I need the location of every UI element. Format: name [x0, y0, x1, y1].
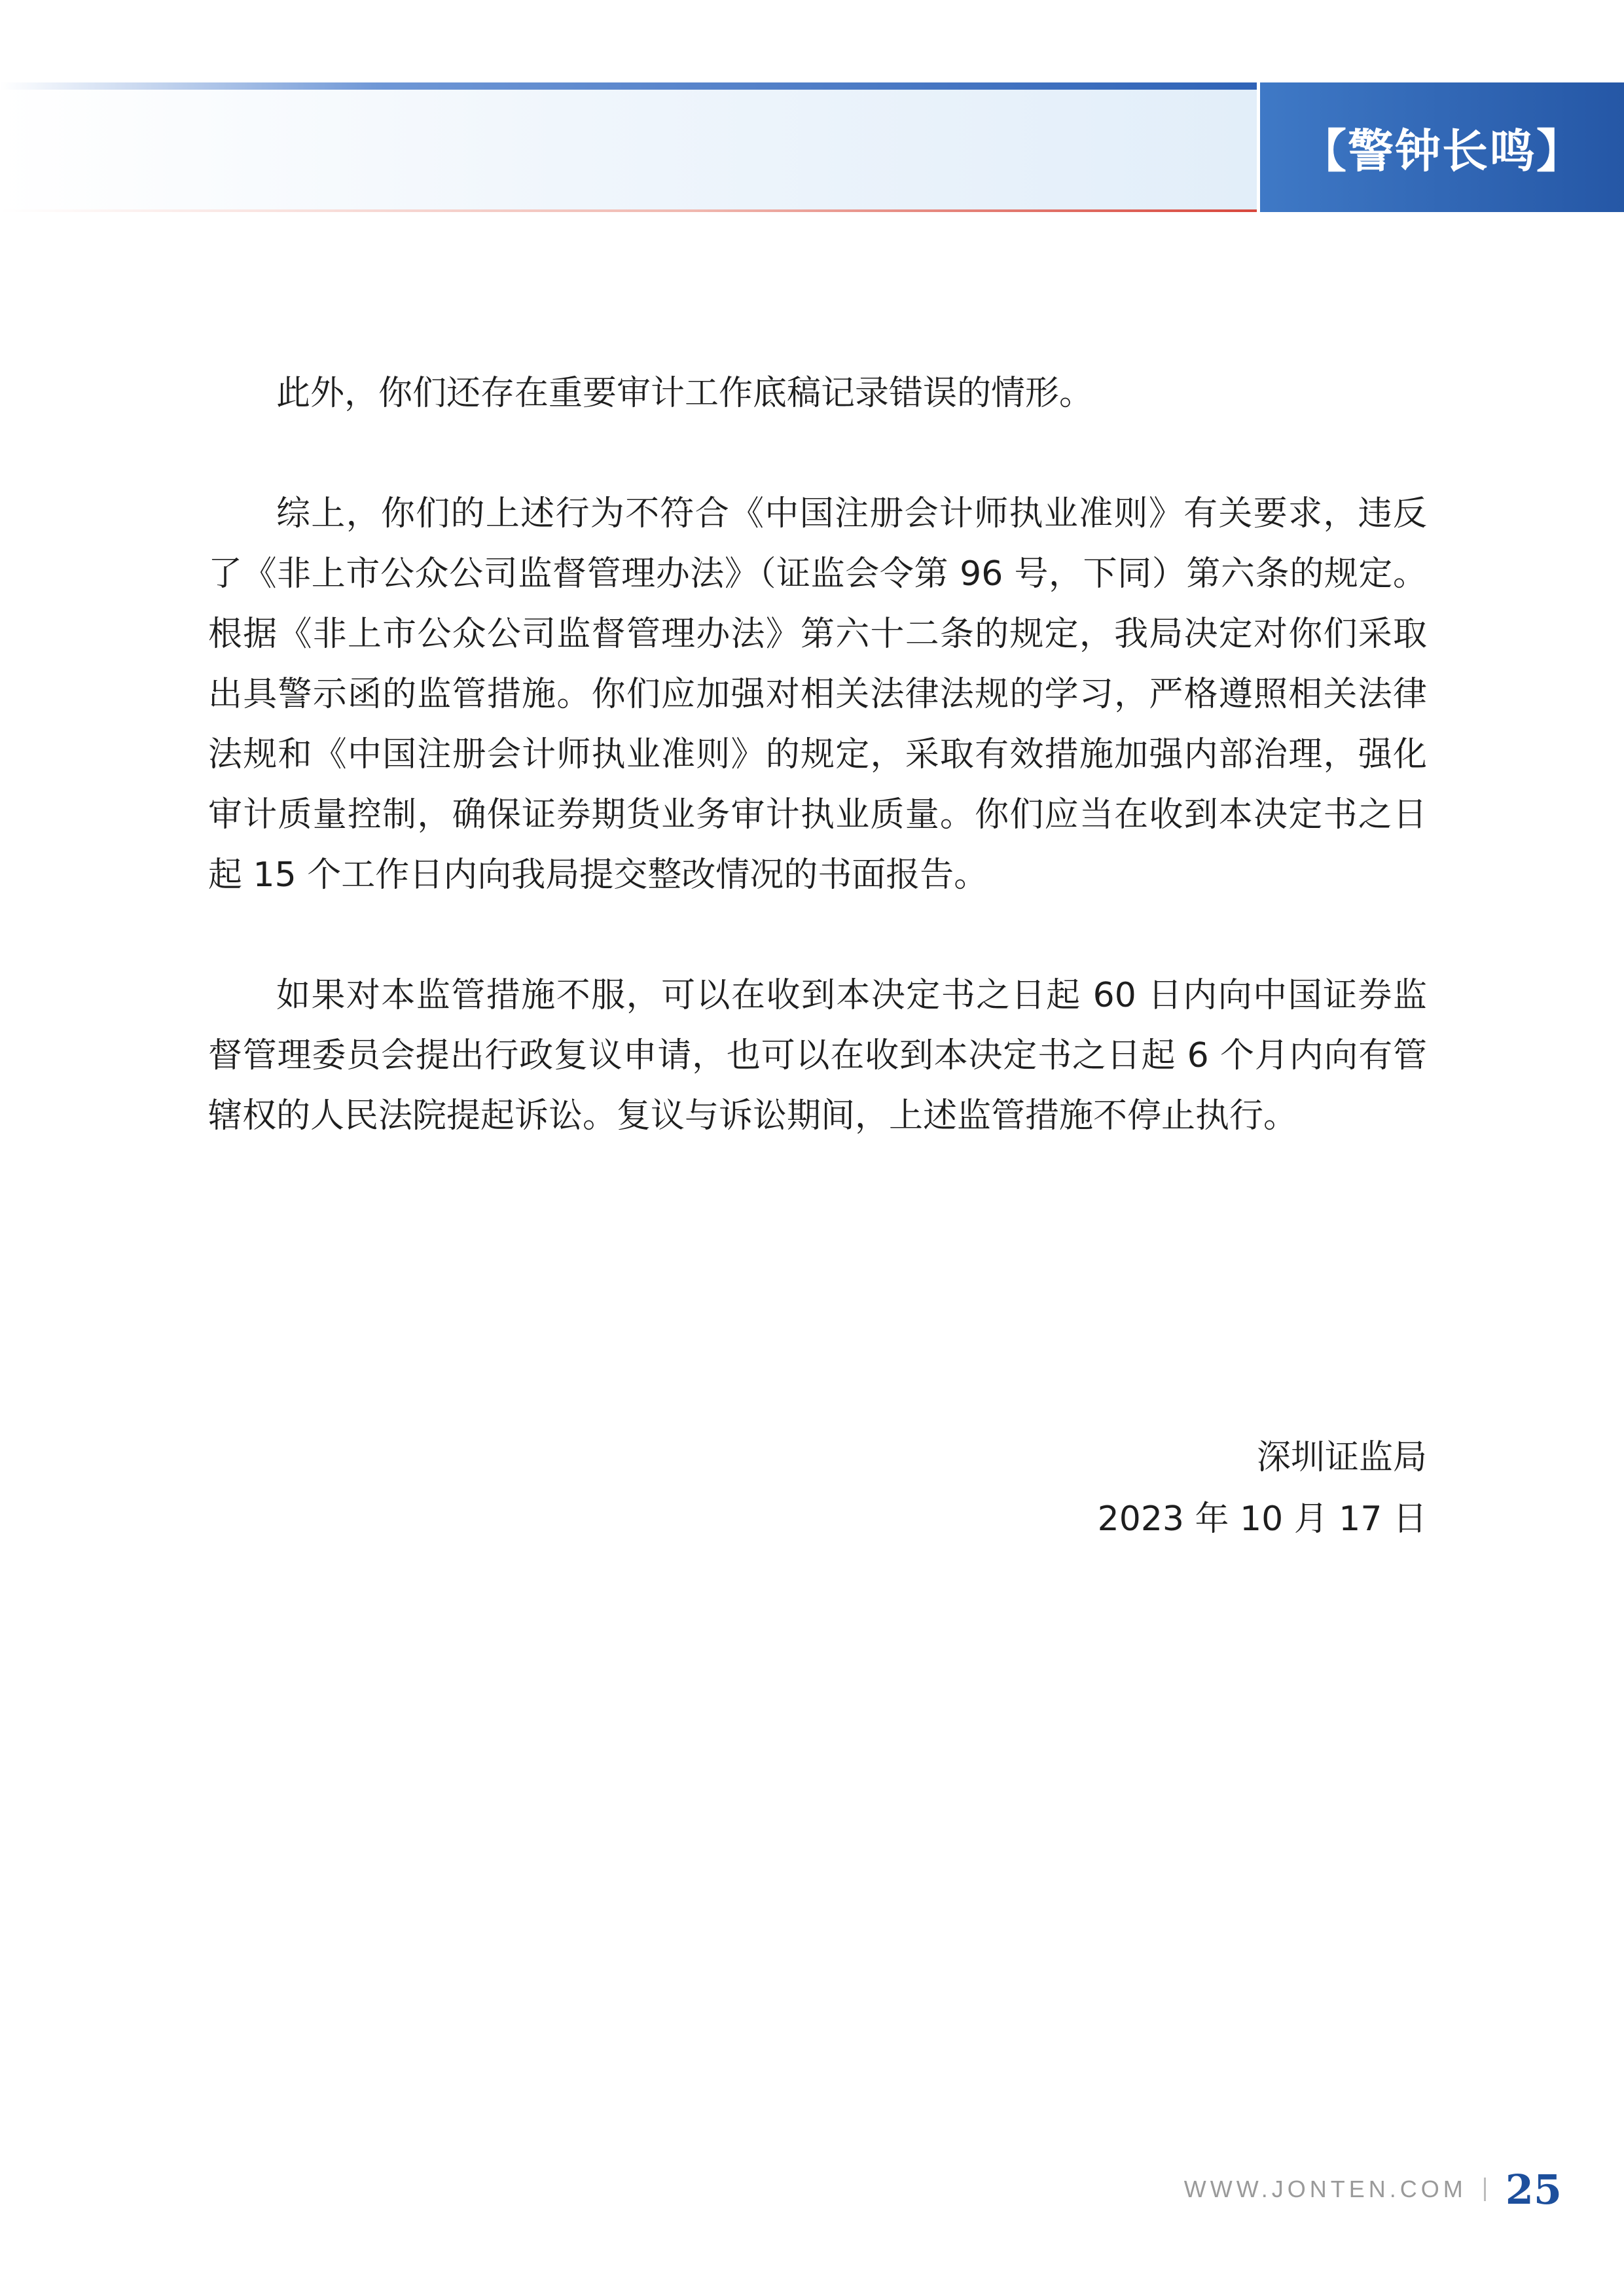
section-tag — [1260, 82, 1624, 212]
header-band — [0, 90, 1257, 209]
paragraph-3: 如果对本监管措施不服，可以在收到本决定书之日起 60 日内向中国证券监督管理委员会提出行政复议申请，也可以在收到本决定书之日起 6 个月内向有管辖权的人民法院提起诉讼。复议与诉讼期间，上述监管措施不停止执行。 — [208, 976, 1427, 1136]
document-body — [208, 363, 1427, 1206]
paragraph-2: 综上，你们的上述行为不符合《中国注册会计师执业准则》有关要求，违反了《非上市公众公司监督管理办法》（证监会令第 96 号，下同）第六条的规定。根据《非上市公众公司监督管理办法》第六十二条的规定，我局决定对你们采取出具警示函的监管措施。你们应加强对相关法律法规的学习，严格遵照相关法律法规和《中国注册会计师执业准则》的规定，采取有效措施加强内部治理，强化审计质量控制，确保证券期货业务审计执业质量。你们应当在收到本决定书之日起 15 个工作日内向我局提交整改情况的书面报告。 — [208, 494, 1427, 895]
paragraph-1: 此外，你们还存在重要审计工作底稿记录错误的情形。 — [276, 374, 1094, 413]
signature-block — [916, 1427, 1427, 1550]
footer-url: WWW.JONTEN.COM — [1183, 2176, 1467, 2202]
issue-date: 2023 年 10 月 17 日 — [1097, 1499, 1427, 1539]
page-number: 25 — [1505, 2165, 1562, 2214]
header-red-line — [0, 209, 1257, 212]
header-top-line — [0, 82, 1257, 90]
footer-divider — [1484, 2178, 1486, 2201]
page-footer — [1184, 2160, 1562, 2219]
section-tag-label: 【警钟长鸣】 — [1301, 123, 1583, 178]
issuer-name: 深圳证监局 — [1256, 1438, 1427, 1477]
